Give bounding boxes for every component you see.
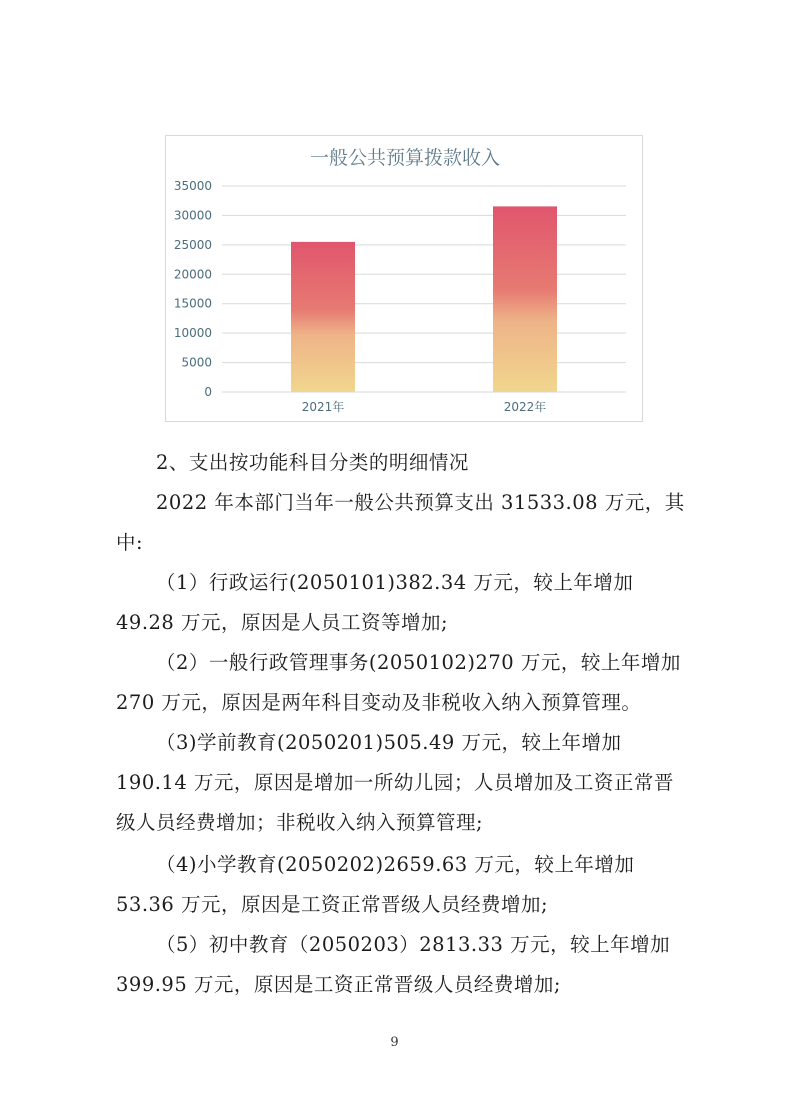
- x-tick-label: 2021年: [301, 400, 345, 414]
- budget-chart: [165, 135, 643, 422]
- intro-paragraph: 2022 年本部门当年一般公共预算支出 31533.08 万元，其中:: [116, 491, 685, 554]
- y-tick-label: 0: [204, 385, 212, 399]
- y-tick-label: 20000: [173, 267, 212, 282]
- chart-x-axis: [302, 399, 547, 414]
- item-paragraph-5: （5）初中教育（2050203）2813.33 万元，较上年增加 399.95 万元，原因是工资正常晋级人员经费增加;: [116, 933, 671, 996]
- x-tick-label: 2022年: [503, 400, 547, 414]
- chart-bars: [291, 206, 557, 392]
- chart-y-axis: [174, 179, 212, 399]
- item-paragraph-2: （2）一般行政管理事务(2050102)270 万元，较上年增加 270 万元，原因是两年科目变动及非税收入纳入预算管理。: [116, 651, 681, 714]
- y-tick-label: 25000: [173, 237, 212, 252]
- item-paragraph-4: （4)小学教育(2050202)2659.63 万元，较上年增加 53.36 万元，原因是工资正常晋级人员经费增加;: [116, 853, 635, 916]
- page-number: 9: [390, 1035, 399, 1050]
- y-tick-label: 10000: [173, 326, 212, 341]
- bar-2: [493, 206, 557, 392]
- bar-1: [291, 242, 355, 392]
- y-tick-label: 30000: [173, 208, 212, 223]
- section-heading: 2、支出按功能科目分类的明细情况: [156, 451, 469, 474]
- y-tick-label: 5000: [181, 355, 212, 370]
- chart-gridlines: [222, 186, 626, 392]
- chart-title: 一般公共预算拨款收入: [309, 147, 501, 169]
- chart-svg: [166, 136, 644, 423]
- y-tick-label: 35000: [173, 179, 212, 193]
- y-tick-label: 15000: [173, 296, 212, 311]
- item-paragraph-3: （3)学前教育(2050201)505.49 万元，较上年增加 190.14 万元，原因是增加一所幼儿园；人员增加及工资正常晋级人员经费增加；非税收入纳入预算管理;: [116, 731, 674, 834]
- item-paragraph-1: （1）行政运行(2050101)382.34 万元，较上年增加 49.28 万元，原因是人员工资等增加;: [116, 571, 634, 634]
